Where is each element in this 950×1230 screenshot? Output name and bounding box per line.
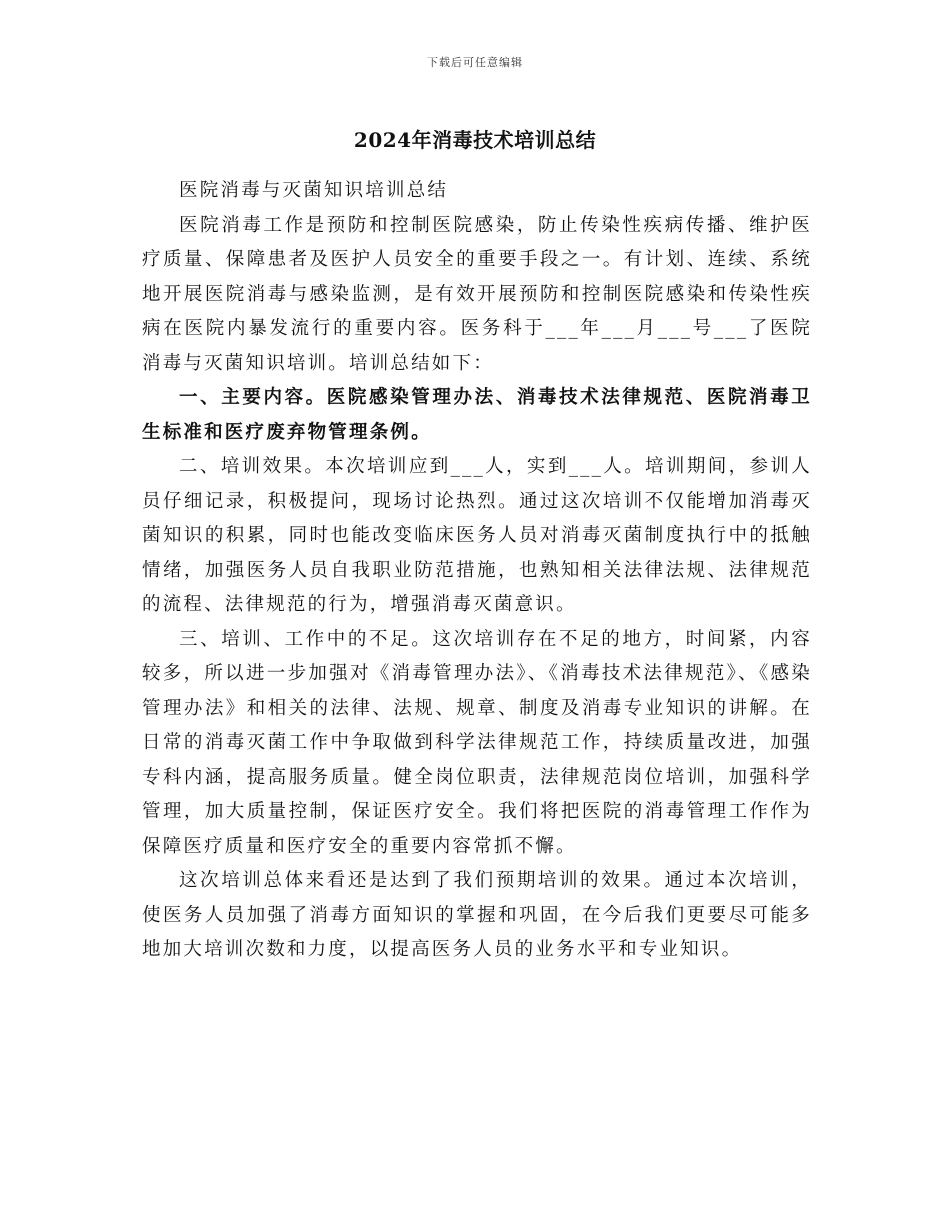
section-main-content: 一、主要内容。医院感染管理办法、消毒技术法律规范、医院消毒卫生标准和医疗废弃物管理条例。 [142, 387, 812, 443]
section-training-effect: 二、培训效果。本次培训应到___人，实到___人。培训期间，参训人员仔细记录，积极提问，现场讨论热烈。通过这次培训不仅能增加消毒灭菌知识的积累，同时也能改变临床医务人员对消毒灭菌制度执行中的抵触情绪，加强医务人员自我职业防范措施，也熟知相关法律法规、法律规范的流程、法律规范的行为，增强消毒灭菌意识。 [142, 456, 812, 615]
section-shortcomings: 三、培训、工作中的不足。这次培训存在不足的地方，时间紧，内容较多，所以进一步加强对《消毒管理办法》、《消毒技术法律规范》、《感染管理办法》和相关的法律、法规、规章、制度及消毒专业知识的讲解。在日常的消毒灭菌工作中争取做到科学法律规范工作，持续质量改进，加强专科内涵，提高服务质量。健全岗位职责，法律规范岗位培训，加强科学管理，加大质量控制，保证医疗安全。我们将把医院的消毒管理工作作为保障医疗质量和医疗安全的重要内容常抓不懈。 [142, 628, 812, 857]
conclusion-paragraph: 这次培训总体来看还是达到了我们预期培训的效果。通过本次培训，使医务人员加强了消毒方面知识的掌握和巩固，在今后我们更要尽可能多地加大培训次数和力度，以提高医务人员的业务水平和专业知识。 [142, 870, 812, 960]
intro-paragraph: 医院消毒工作是预防和控制医院感染，防止传染性疾病传播、维护医疗质量、保障患者及医护人员安全的重要手段之一。有计划、连续、系统地开展医院消毒与感染监测，是有效开展预防和控制医院感染和传染性疾病在医院内暴发流行的重要内容。医务科于___年___月___号___了医院消毒与灭菌知识培训。培训总结如下： [142, 214, 812, 374]
document-title: 2024年消毒技术培训总结 [353, 128, 597, 152]
document-body [142, 174, 812, 968]
header-note: 下载后可任意编辑 [427, 56, 523, 69]
subtitle-paragraph: 医院消毒与灭菌知识培训总结 [179, 180, 449, 201]
